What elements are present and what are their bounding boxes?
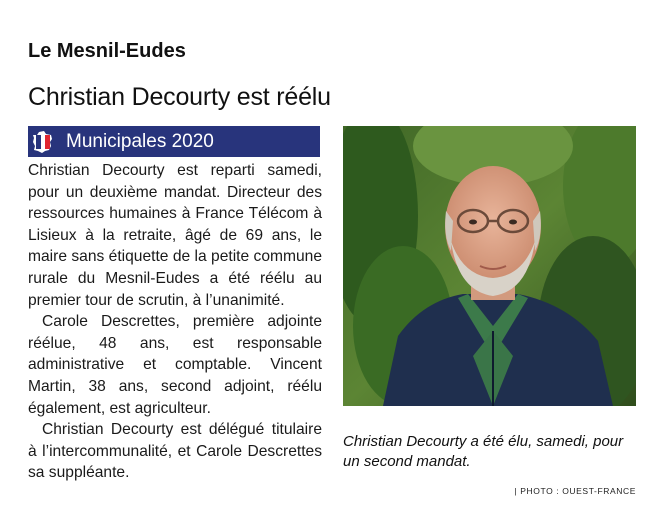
- rubric-banner: [28, 126, 320, 157]
- photo-credit: | PHOTO : OUEST-FRANCE: [514, 486, 636, 496]
- article-paragraph-1: Christian Decourty est reparti samedi, pour un deuxième mandat. Directeur des ressources humaines à France Télécom à Lisieux à la retraite, âgé de 69 ans, le maire sans étiquette de la petite commune rurale du Mesnil-Eudes a été réélu au premier tour de scrutin, à l’unanimité.: [28, 162, 322, 309]
- article-headline: Christian Decourty est réélu: [28, 83, 331, 111]
- photo-caption: Christian Decourty a été élu, samedi, pour un second mandat.: [343, 433, 624, 470]
- portrait-photo: [343, 126, 636, 406]
- article-paragraph-2: Carole Descrettes, première adjointe réélue, 48 ans, est responsable administrative et comptable. Vincent Martin, 38 ans, second adjoint, réélu également, est agriculteur.: [28, 313, 322, 417]
- rubric-label: Municipales 2020: [66, 130, 214, 152]
- article-body: [28, 160, 322, 484]
- france-map-icon: [28, 126, 58, 157]
- section-kicker: Le Mesnil-Eudes: [28, 40, 186, 62]
- article-paragraph-3: Christian Decourty est délégué titulaire à l’intercommunalité, et Carole Descrettes sa suppléante.: [28, 421, 322, 482]
